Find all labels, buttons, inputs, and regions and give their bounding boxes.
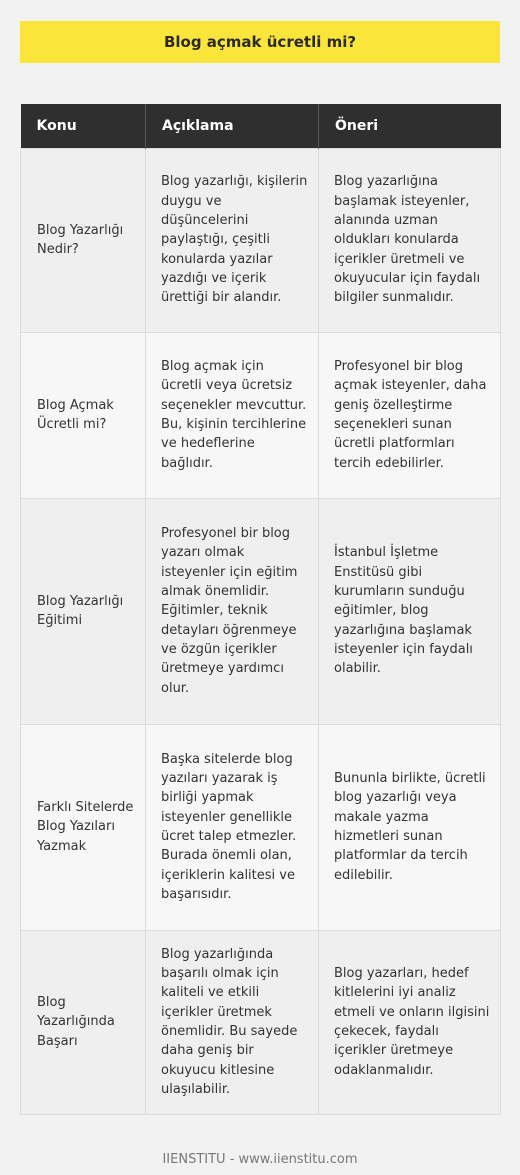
table-row [21, 332, 501, 498]
page-title: Blog açmak ücretli mi? [163, 33, 357, 51]
cell-aciklama: Başka sitelerde blog yazıları yazarak iş birliği yapmak isteyenler genellikle ücret talep etmezler. Burada önemli olan, içeriklerin kalitesi ve başarısıdır. [146, 724, 319, 930]
header-oneri: Öneri [319, 104, 501, 148]
table-row [21, 498, 501, 724]
cell-konu: Blog Yazarlığı Nedir? [21, 148, 146, 332]
table-row [21, 930, 501, 1114]
cell-konu: Farklı Sitelerde Blog Yazıları Yazmak [21, 724, 146, 930]
footer-credit: IIENSTITU - www.iienstitu.com [162, 1152, 358, 1167]
cell-konu: Blog Yazarlığında Başarı [21, 930, 146, 1114]
cell-konu: Blog Açmak Ücretli mi? [21, 332, 146, 498]
info-table [20, 104, 501, 1115]
cell-oneri: İstanbul İşletme Enstitüsü gibi kurumların sunduğu eğitimler, blog yazarlığına başlamak isteyenler için faydalı olabilir. [319, 498, 501, 724]
cell-aciklama: Blog açmak için ücretli veya ücretsiz seçenekler mevcuttur. Bu, kişinin tercihlerine ve hedeflerine bağlıdır. [146, 332, 319, 498]
table-row [21, 724, 501, 930]
table-header-row [21, 104, 501, 148]
title-banner [20, 21, 500, 63]
cell-oneri: Profesyonel bir blog açmak isteyenler, daha geniş özelleştirme seçenekleri sunan ücretli platformları tercih edebilirler. [319, 332, 501, 498]
cell-oneri: Blog yazarlığına başlamak isteyenler, alanında uzman oldukları konularda içerikler üretmeli ve okuyucular için faydalı bilgiler sunmalıdır. [319, 148, 501, 332]
header-konu: Konu [21, 104, 146, 148]
table-row [21, 148, 501, 332]
cell-konu: Blog Yazarlığı Eğitimi [21, 498, 146, 724]
cell-aciklama: Blog yazarlığı, kişilerin duygu ve düşüncelerini paylaştığı, çeşitli konularda yazılar yazdığı ve içerik ürettiği bir alandır. [146, 148, 319, 332]
cell-aciklama: Blog yazarlığında başarılı olmak için kaliteli ve etkili içerikler üretmek önemlidir. Bu sayede daha geniş bir okuyucu kitlesine ulaşılabilir. [146, 930, 319, 1114]
cell-oneri: Blog yazarları, hedef kitlelerini iyi analiz etmeli ve onların ilgisini çekecek, faydalı içerikler üretmeye odaklanmalıdır. [319, 930, 501, 1114]
cell-aciklama: Profesyonel bir blog yazarı olmak isteyenler için eğitim almak önemlidir. Eğitimler, teknik detayları öğrenmeye ve özgün içerikler üretmeye yardımcı olur. [146, 498, 319, 724]
cell-oneri: Bununla birlikte, ücretli blog yazarlığı veya makale yazma hizmetleri sunan platformlar da tercih edilebilir. [319, 724, 501, 930]
header-aciklama: Açıklama [146, 104, 319, 148]
